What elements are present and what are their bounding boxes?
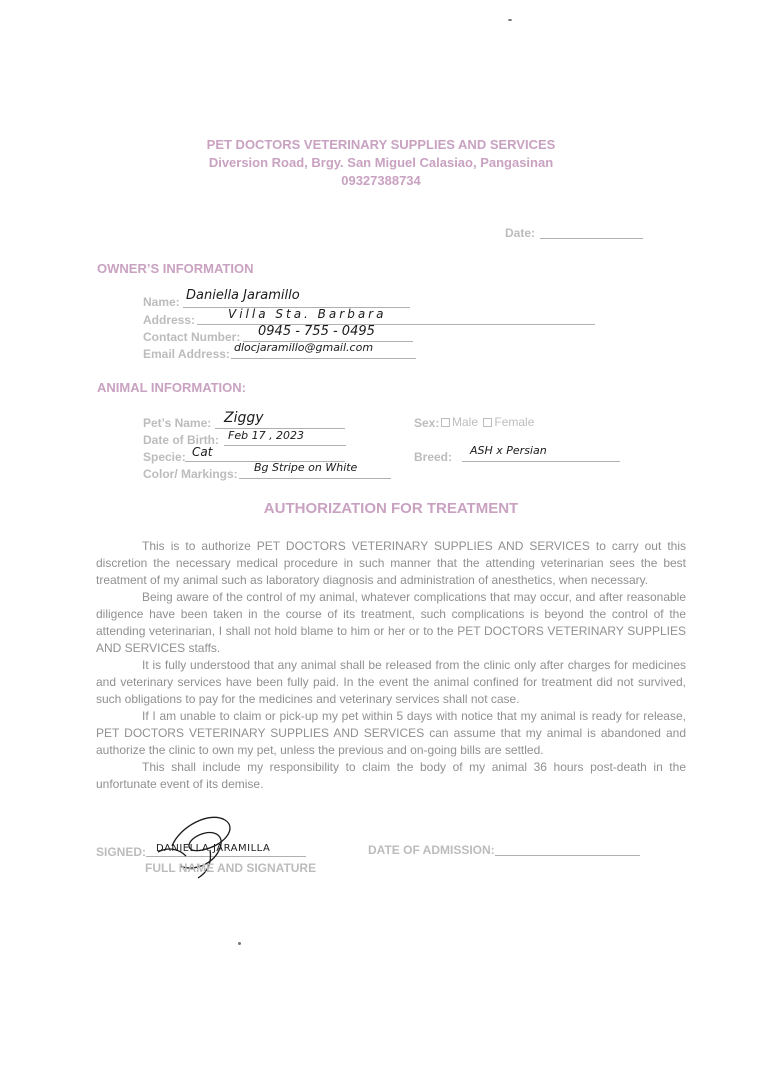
address-value: Villa Sta. Barbara bbox=[228, 307, 387, 321]
email-value: dlocjaramillo@gmail.com bbox=[234, 341, 374, 354]
signed-value: DANIELLA JARAMILLA bbox=[156, 843, 271, 854]
sex-male-label: Male bbox=[452, 415, 479, 429]
sex-female-label: Female bbox=[494, 415, 535, 429]
pet-name-value: Ziggy bbox=[224, 410, 264, 426]
female-checkbox[interactable] bbox=[483, 418, 492, 427]
signature-sub-label: FULL NAME AND SIGNATURE bbox=[145, 861, 317, 875]
date-line bbox=[540, 238, 643, 239]
dob-line bbox=[224, 445, 346, 446]
pet-name-label: Pet’s Name: bbox=[143, 416, 212, 430]
animal-section-title: ANIMAL INFORMATION: bbox=[97, 380, 246, 395]
sex-label: Sex: bbox=[414, 416, 440, 430]
scan-speck bbox=[508, 19, 512, 21]
paragraph-2: Being aware of the control of my animal, whatever complications that may occur, and after reasonable diligence have been taken in the course of its treatment, such complications is beyond the control of the attending veterinarian, I shall not hold blame to him or her or to the PET DOCTORS VETERINARY SUPPLIES AND SERVICES staffs. bbox=[96, 590, 686, 655]
address-label: Address: bbox=[143, 313, 196, 327]
contact-value: 0945 - 755 - 0495 bbox=[258, 324, 375, 339]
contact-label: Contact Number: bbox=[143, 330, 241, 344]
specie-value: Cat bbox=[192, 445, 213, 459]
address-line bbox=[197, 324, 595, 325]
male-checkbox[interactable] bbox=[441, 418, 450, 427]
dob-label: Date of Birth: bbox=[143, 433, 219, 447]
specie-label: Specie: bbox=[143, 450, 186, 464]
email-line bbox=[231, 358, 416, 359]
dob-value: Feb 17 , 2023 bbox=[228, 429, 305, 442]
owner-section-title: OWNER’S INFORMATION bbox=[97, 261, 254, 276]
date-label: Date: bbox=[505, 226, 536, 240]
color-value: Bg Stripe on White bbox=[254, 461, 358, 474]
sex-options bbox=[439, 415, 534, 429]
paragraph-1: This is to authorize PET DOCTORS VETERINARY SUPPLIES AND SERVICES to carry out this discretion the necessary medical procedure in such manner that the attending veterinarian sees the best treatment of my animal such as laboratory diagnosis and administration of anesthetics, when necessary. bbox=[96, 539, 686, 587]
email-label: Email Address: bbox=[143, 347, 230, 361]
business-address: Diversion Road, Brgy. San Miguel Calasiao, Pangasinan bbox=[208, 155, 554, 170]
admission-label: DATE OF ADMISSION: bbox=[368, 843, 495, 857]
business-phone: 09327388734 bbox=[341, 173, 421, 188]
breed-value: ASH x Persian bbox=[470, 444, 547, 457]
paragraph-4: If I am unable to claim or pick-up my pet within 5 days with notice that my animal is ready for release, PET DOCTORS VETERINARY SUPPLIES AND SERVICES can assume that my animal is abandoned and authorize the clinic to own my pet, unless the previous and on-going bills are settled. bbox=[96, 709, 686, 757]
authorization-body bbox=[96, 538, 686, 793]
paragraph-5: This shall include my responsibility to claim the body of my animal 36 hours post-death in the unfortunate event of its demise. bbox=[96, 760, 686, 791]
color-line bbox=[239, 478, 391, 479]
signed-label: SIGNED: bbox=[96, 845, 147, 859]
name-label: Name: bbox=[143, 295, 180, 309]
scan-speck bbox=[238, 942, 241, 945]
business-name: PET DOCTORS VETERINARY SUPPLIES AND SERVICES bbox=[206, 137, 556, 152]
paragraph-3: It is fully understood that any animal shall be released from the clinic only after charges for medicines and veterinary services have been fully paid. In the event the animal confined for treatment did not survived, such obligations to pay for the medicines and veterinary services shall not case. bbox=[96, 658, 686, 706]
color-label: Color/ Markings: bbox=[143, 467, 238, 481]
authorization-title: AUTHORIZATION FOR TREATMENT bbox=[263, 500, 519, 517]
breed-line bbox=[462, 461, 620, 462]
admission-line bbox=[495, 855, 640, 856]
breed-label: Breed: bbox=[414, 450, 453, 464]
name-value: Daniella Jaramillo bbox=[186, 288, 300, 303]
